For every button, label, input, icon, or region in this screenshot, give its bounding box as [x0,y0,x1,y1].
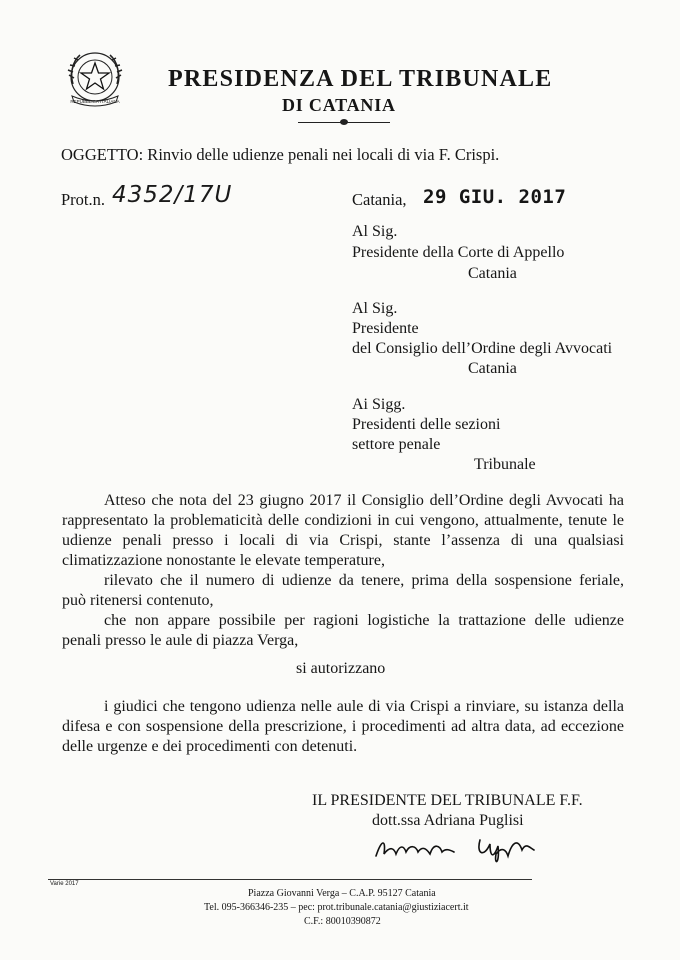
recipient-3-salutation: Ai Sigg. [352,396,406,413]
footer-tag: Varie 2017 [50,881,79,887]
body-paragraph-1-line-1: Atteso che nota del 23 giugno 2017 il Consiglio dell’Ordine degli Avvocati ha [104,492,624,509]
footer-tax-code: C.F.: 80010390872 [304,916,381,927]
signatory-name: dott.ssa Adriana Puglisi [372,812,524,829]
authorization-heading: si autorizzano [296,660,386,677]
recipient-3-section: settore penale [352,436,441,453]
protocol-label: Prot.n. [61,190,106,209]
signatory-title: IL PRESIDENTE DEL TRIBUNALE F.F. [312,792,583,809]
footer-address: Piazza Giovanni Verga – C.A.P. 95127 Catania [248,888,436,899]
recipient-3-title: Presidenti delle sezioni [352,416,501,433]
protocol-number-handwritten: 4352/17U [112,182,233,208]
italian-republic-emblem [60,44,130,114]
body-paragraph-3-line-1: che non appare possibile per ragioni logistiche la trattazione delle udienze [104,612,624,629]
body-paragraph-1-line-3: udienze penali presso i locali di via Crispi, stante l’assenza di una qualsiasi [62,532,624,549]
date-stamp: 29 GIU. 2017 [423,186,567,208]
header-divider-ornament [340,119,348,125]
court-subtitle: DI CATANIA [282,95,396,115]
recipient-2-body: del Consiglio dell’Ordine degli Avvocati [352,340,613,357]
body-paragraph-4-line-2: difesa e con sospensione della prescrizione, i procedimenti ad altra data, ad eccezione [62,718,624,735]
recipient-1-title: Presidente della Corte di Appello [352,244,565,261]
recipient-3-office: Tribunale [474,456,536,473]
body-paragraph-2-line-2: può ritenersi contenuto, [62,592,214,609]
body-paragraph-3-line-2: penali presso le aule di piazza Verga, [62,632,299,649]
subject-line: OGGETTO: Rinvio delle udienze penali nei locali di via F. Crispi. [61,145,500,164]
place: Catania, [352,190,407,209]
body-paragraph-1-line-4: climatizzazione nonostante le elevate temperature, [62,552,385,569]
court-title: PRESIDENZA DEL TRIBUNALE [168,66,553,92]
recipient-1-city: Catania [468,265,517,282]
recipient-1-salutation: Al Sig. [352,223,398,240]
body-paragraph-2-line-1: rilevato che il numero di udienze da tenere, prima della sospensione feriale, [104,572,624,589]
recipient-2-salutation: Al Sig. [352,300,398,317]
svg-text:REPUBBLICA ITALIANA: REPUBBLICA ITALIANA [70,99,120,104]
handwritten-signature [372,828,572,868]
footer-divider [48,879,532,880]
body-paragraph-4-line-1: i giudici che tengono udienza nelle aule di via Crispi a rinviare, su istanza della [104,698,624,715]
body-paragraph-4-line-3: delle urgenze e dei procedimenti con detenuti. [62,738,358,755]
body-paragraph-1-line-2: rappresentato la problematicità delle condizioni in cui vengono, attualmente, tenute le [62,512,624,529]
recipient-2-title: Presidente [352,320,419,337]
recipient-2-city: Catania [468,360,517,377]
footer-contacts: Tel. 095-366346-235 – pec: prot.tribunale.catania@giustiziacert.it [204,902,469,913]
